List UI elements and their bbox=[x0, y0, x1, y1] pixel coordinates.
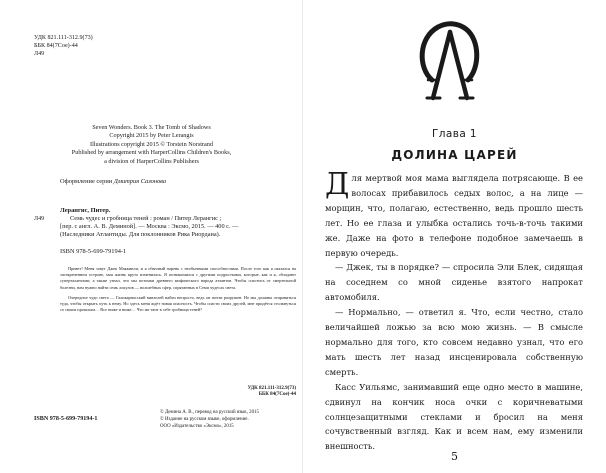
design-label: Оформление серии bbox=[60, 178, 113, 185]
chapter-number: Глава 1 bbox=[432, 128, 477, 140]
credit-line: Illustrations copyright 2015 © Torstein Norstrand bbox=[90, 140, 213, 148]
chapter-paragraph: — Джек, ты в порядке? — спросила Эли Блек, сидящая на соседнем со мной сиденье взятого напрокат автомобиля. bbox=[325, 262, 583, 303]
chapter-paragraph: — Нормально, — ответил я. Что, если честно, стало величайшей ложью за всю мою жизнь. — В смысле нормально для того, кто совсем недавно узнал, что его мать шесть лет назад инсценировала собственную смерть. bbox=[325, 307, 583, 377]
copyright-line: ООО «Издательство «Эксмо», 2015 bbox=[160, 423, 234, 429]
drop-cap: Д bbox=[325, 167, 350, 202]
bbk-repeat-line: ББК 84(7Сое)-44 bbox=[258, 392, 296, 398]
page-number: 5 bbox=[451, 450, 458, 463]
catalog-line: Семь чудес и гробница теней : роман / Питер Лерангис ; bbox=[70, 215, 222, 222]
chapter-title: ДОЛИНА ЦАРЕЙ bbox=[391, 148, 518, 162]
annotation-paragraph: Привет! Меня зовут Джек Маккинли, и я обычный парень с необычными способностями. После того как я оказался на засекреченном острове, моя жизнь круто изменилась. Я познакомился с другими подростками, которые, как и я, обладают суперталантами, а также узнал, что мы потомки древнего мифического народа атлантов. Чтобы спастись от смертельной болезни, нам нужно найти семь локулов — волшебных сфер, спрятанных в Семи чудесах света. bbox=[60, 266, 296, 290]
annotation-paragraph: Очередное чудо света — Галикарнасский мавзолей найти непросто, ведь он почти разрушен. Но мы должны отправиться туда, чтобы открыть путь к нему. Но здесь меня ждёт новая опасность. Чтобы спасти своих друзей, мне придётся столкнуться со своим прошлым… Все ниже и ниже… Что же таит в себе гробница теней? bbox=[60, 294, 296, 313]
credit-line: Copyright 2015 by Peter Lerangis bbox=[109, 132, 194, 140]
original-edition-credits bbox=[0, 124, 303, 166]
credit-line: Published by arrangement with HarperCollins Children's Books, bbox=[71, 149, 232, 157]
catalog-line: (Наследники Атлантиды. Для поклонников Рика Риордана). bbox=[60, 231, 221, 239]
chapter-paragraph bbox=[325, 167, 583, 260]
udk-line: УДК 821.111-312.9(73) bbox=[34, 35, 93, 41]
bbk-line: ББК 84(7Сое)-44 bbox=[34, 43, 78, 50]
first-paragraph-text: ля мертвой моя мама выглядела потрясающе. В ее волосах прибавилось седых волос, а на лице — морщин, что, полагаю, естественно, ведь прошло шесть лет. Но ее глаза и улыбка остались точь-в-точь такими же. Даже на фото в телефоне подобное замечаешь в первую очередь. bbox=[325, 173, 583, 258]
chapter-paragraph: Касс Уильямс, занимавший еще одно место в машине, сдвинул на кончик носа очки с коричневатыми солнцезащитными стеклами и бросил на меня сочувственный взгляд. Как и всем нам, ему изменили внешность. bbox=[325, 381, 583, 452]
copyright-notices bbox=[160, 410, 259, 430]
chapter-text bbox=[325, 167, 583, 454]
catalog-classmark: Л49 bbox=[34, 216, 45, 222]
catalog-entry bbox=[60, 215, 296, 240]
right-page bbox=[303, 0, 606, 473]
author-mark-line: Л49 bbox=[34, 51, 45, 58]
book-annotation bbox=[60, 266, 296, 317]
udk-block bbox=[34, 34, 93, 59]
catalog-line: [пер. с англ. А. В. Деминой]. — Москва : Эксмо, 2015. — 400 с. — bbox=[60, 223, 239, 231]
udk-repeat-block bbox=[0, 386, 296, 399]
udk-repeat-line: УДК 821.111-312.9(73) bbox=[247, 386, 296, 391]
isbn-bottom: ISBN 978-5-699-79194-1 bbox=[34, 416, 98, 422]
catalog-isbn: ISBN 978-5-699-79194-1 bbox=[60, 248, 127, 255]
credit-line: Seven Wonders. Book 3. The Tomb of Shadows bbox=[92, 124, 211, 131]
credit-line: a division of HarperCollins Publishers bbox=[104, 157, 199, 165]
copyright-line: © Издание на русском языке, оформление. bbox=[160, 416, 249, 422]
designer-name: Дмитрия Сазонова bbox=[113, 178, 167, 185]
omega-lambda-emblem-icon bbox=[418, 18, 482, 104]
catalog-author-heading: Лерангис, Питер. bbox=[60, 207, 111, 214]
series-design-credit bbox=[60, 178, 166, 185]
copyright-line: © Демина А. В., перевод на русский язык, 2015 bbox=[160, 410, 259, 415]
